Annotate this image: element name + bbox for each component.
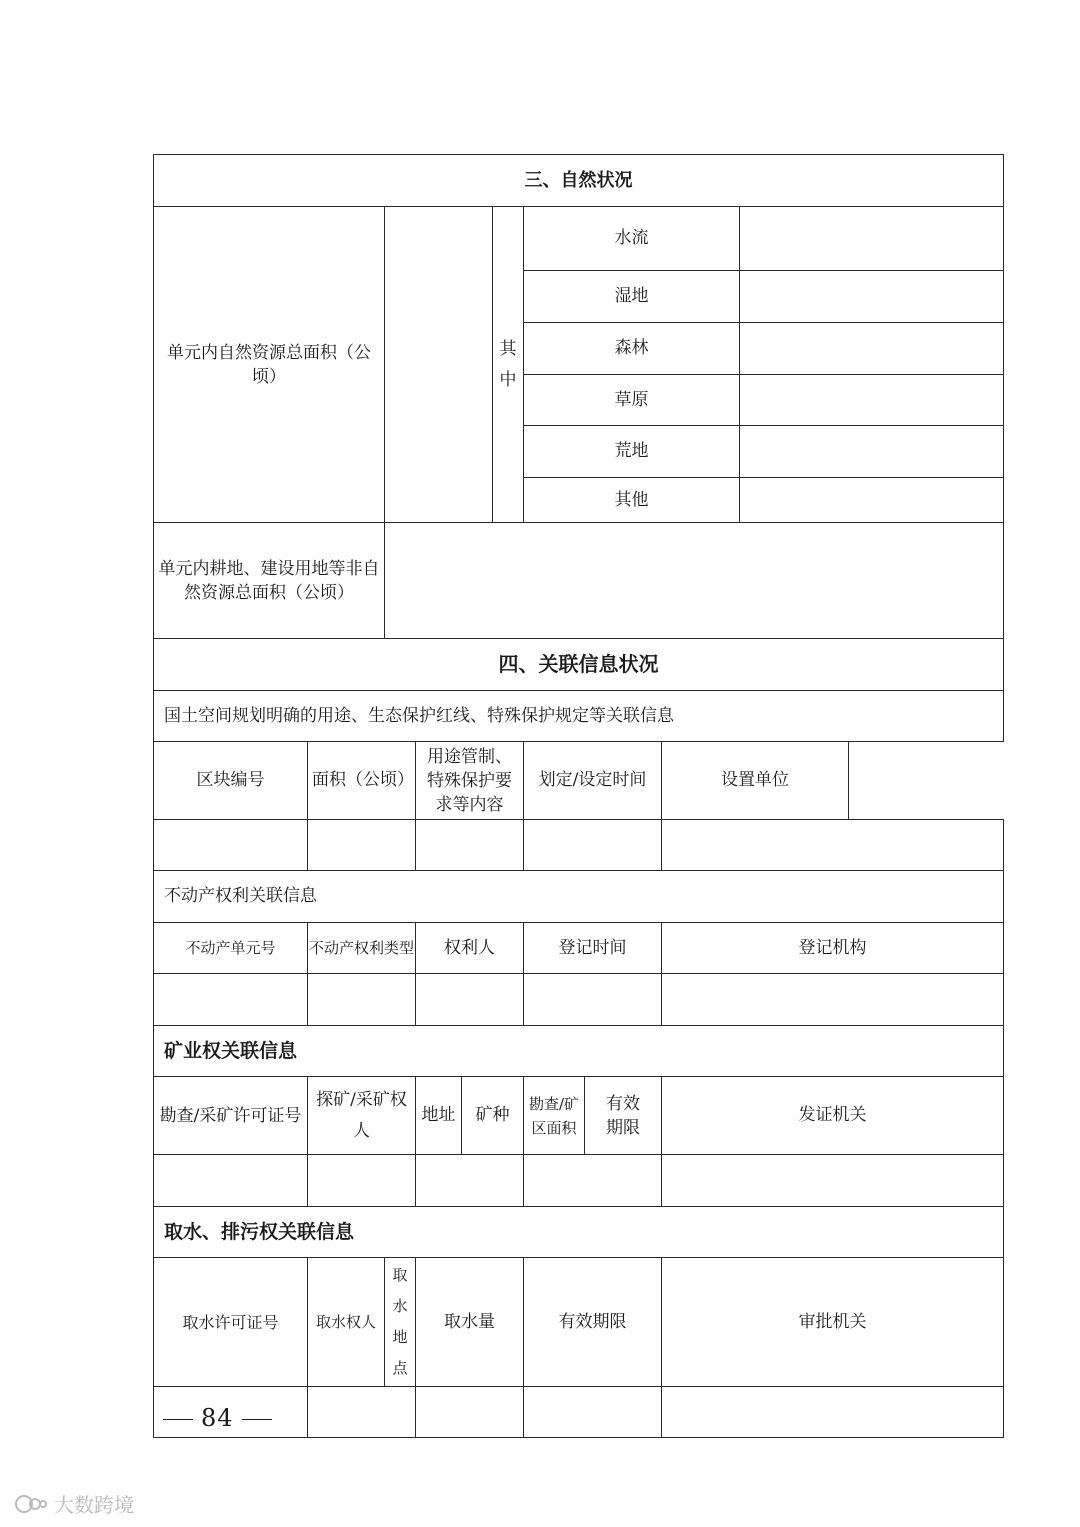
resource-area-value[interactable]	[740, 478, 1004, 523]
watermark-logo-icon	[14, 1492, 48, 1516]
section-heading-related: 四、关联信息状况	[154, 639, 1004, 691]
resource-type-label: 草原	[524, 375, 740, 426]
footer-dash-left	[163, 1419, 193, 1420]
mining-data-cell[interactable]	[524, 1155, 662, 1207]
total-area-label: 单元内自然资源总面积（公顷）	[154, 207, 385, 523]
water-header-cell: 有效期限	[524, 1258, 662, 1387]
mining-header-cell: 勘查/采矿许可证号	[154, 1077, 308, 1155]
realestate-data-cell[interactable]	[308, 974, 416, 1026]
mining-data-cell[interactable]	[662, 1155, 1004, 1207]
mining-header-cell: 发证机关	[662, 1077, 1004, 1155]
realestate-data-cell[interactable]	[154, 974, 308, 1026]
mining-info-title: 矿业权关联信息	[154, 1026, 1004, 1077]
water-header-cell: 取水量	[416, 1258, 524, 1387]
realestate-info-title: 不动产权利关联信息	[154, 871, 1004, 923]
footer-dash-right	[242, 1419, 272, 1420]
water-data-cell[interactable]	[662, 1387, 1004, 1438]
realestate-header-cell: 不动产权利类型	[308, 923, 416, 974]
planning-header-cell: 设置单位	[662, 742, 849, 820]
resource-area-value[interactable]	[740, 323, 1004, 375]
registration-form-table	[153, 154, 1004, 1438]
non-natural-area-label: 单元内耕地、建设用地等非自然资源总面积（公顷）	[154, 523, 385, 639]
mining-header-cell: 勘查/矿区面积	[524, 1077, 585, 1155]
page-footer	[155, 1404, 280, 1432]
planning-data-cell[interactable]	[308, 820, 416, 871]
resource-area-value[interactable]	[740, 207, 1004, 271]
mining-header-cell: 有效期限	[585, 1077, 662, 1155]
resource-type-label: 水流	[524, 207, 740, 271]
mining-data-cell[interactable]	[154, 1155, 308, 1207]
realestate-header-cell: 权利人	[416, 923, 524, 974]
planning-info-title: 国土空间规划明确的用途、生态保护红线、特殊保护规定等关联信息	[154, 691, 1004, 742]
water-data-cell[interactable]	[416, 1387, 524, 1438]
resource-area-value[interactable]	[740, 271, 1004, 323]
water-header-cell: 取水地点	[385, 1258, 416, 1387]
non-natural-area-value[interactable]	[385, 523, 1004, 639]
planning-header-cell: 划定/设定时间	[524, 742, 662, 820]
resource-type-label: 其他	[524, 478, 740, 523]
realestate-header-cell: 登记机构	[662, 923, 1004, 974]
planning-data-cell[interactable]	[154, 820, 308, 871]
planning-header-cell: 用途管制、特殊保护要求等内容	[416, 742, 524, 820]
mining-data-cell[interactable]	[416, 1155, 524, 1207]
resource-type-label: 荒地	[524, 426, 740, 478]
water-header-cell: 审批机关	[662, 1258, 1004, 1387]
water-data-cell[interactable]	[524, 1387, 662, 1438]
watermark	[14, 1489, 134, 1518]
water-info-title: 取水、排污权关联信息	[154, 1207, 1004, 1258]
realestate-header-cell: 登记时间	[524, 923, 662, 974]
page-number: 84	[201, 1404, 234, 1432]
mining-header-cell: 探矿/采矿权人	[308, 1077, 416, 1155]
total-area-value[interactable]	[385, 207, 493, 523]
water-data-cell[interactable]	[308, 1387, 416, 1438]
resource-area-value[interactable]	[740, 375, 1004, 426]
realestate-header-cell: 不动产单元号	[154, 923, 308, 974]
resource-type-label: 湿地	[524, 271, 740, 323]
realestate-data-cell[interactable]	[524, 974, 662, 1026]
watermark-text: 大数跨境	[54, 1493, 134, 1517]
water-header-cell: 取水权人	[308, 1258, 385, 1387]
planning-data-cell[interactable]	[662, 820, 1004, 871]
among-label: 其中	[493, 207, 524, 523]
planning-header-cell: 面积（公顷）	[308, 742, 416, 820]
realestate-data-cell[interactable]	[416, 974, 524, 1026]
planning-data-cell[interactable]	[416, 820, 524, 871]
section-heading-natural: 三、自然状况	[154, 155, 1004, 207]
water-header-cell: 取水许可证号	[154, 1258, 308, 1387]
mining-data-cell[interactable]	[308, 1155, 416, 1207]
planning-data-cell[interactable]	[524, 820, 662, 871]
resource-area-value[interactable]	[740, 426, 1004, 478]
realestate-data-cell[interactable]	[662, 974, 1004, 1026]
mining-header-cell: 矿种	[462, 1077, 524, 1155]
planning-header-cell: 区块编号	[154, 742, 308, 820]
mining-header-cell: 地址	[416, 1077, 462, 1155]
resource-type-label: 森林	[524, 323, 740, 375]
